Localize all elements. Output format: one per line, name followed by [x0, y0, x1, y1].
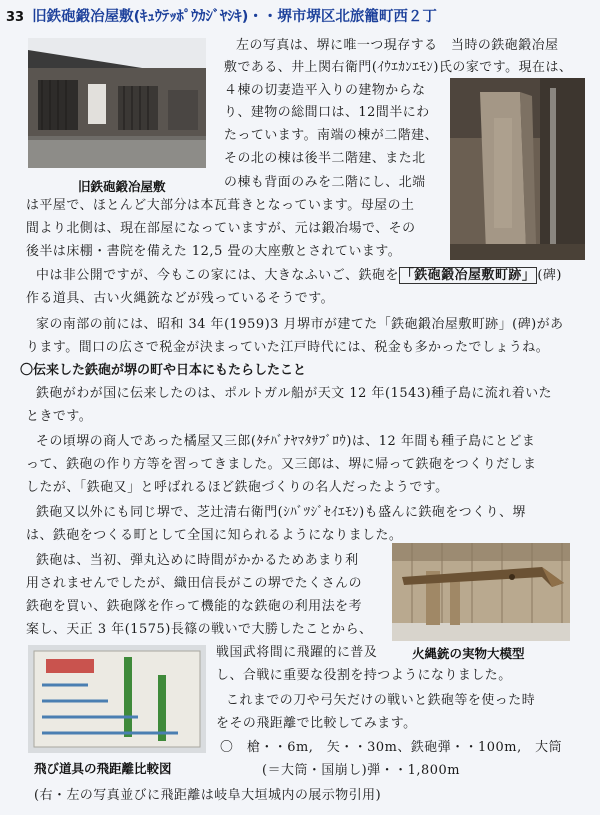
text-line: し、合戦に重要な役割を持つようになりました。 — [216, 668, 512, 683]
text-line: 鉄砲を買い、鉄砲隊を作って機能的な鉄砲の利用法を考 — [26, 599, 363, 614]
section-heading: 〇伝来した鉄砲が堺の町や日本にもたらしたこと — [20, 363, 307, 378]
text-line: 鉄砲がわが国に伝来したのは、ポルトガル船が天文 12 年(1543)種子島に流れ着いた — [36, 386, 553, 401]
range-chart-caption: 飛び道具の飛距離比較図 — [34, 761, 172, 776]
text-line: 敷である、井上関右衛門(ｲｳｴｶﾝｴﾓﾝ)氏の家です。現在は、 — [224, 60, 573, 75]
text-line: その北の棟は後半二階建、また北 — [224, 151, 426, 166]
text-line: 案し、天正 3 年(1575)長篠の戦いで大勝したことから、 — [26, 622, 373, 637]
house-photo-caption: 旧鉄砲鍛冶屋敷 — [78, 179, 166, 194]
text-line: って、鉄砲の作り方等を習ってきました。又三郎は、堺に帰って鉄砲をつくりだしま — [26, 457, 537, 472]
monument-name-highlight: 「鉄砲鍛冶屋敷町跡」 — [400, 268, 536, 283]
page-header — [6, 4, 596, 30]
text-line: 用されませんでしたが、織田信長がこの堺でたくさんの — [26, 576, 363, 591]
text-line: り、建物の総間口は、12間半にわ — [224, 105, 430, 120]
text-segment: (碑) — [537, 268, 562, 283]
text-line: は平屋で、ほとんど大部分は本瓦葺きとなっています。母屋の土 — [26, 198, 415, 213]
text-segment: 中は非公開ですが、今もこの家には、大きなふいご、鉄砲を — [36, 268, 399, 283]
range-list-line: 〇 槍・・6m, 矢・・30m、鉄砲弾・・100m, 大筒 — [220, 740, 563, 755]
text-line: の棟も背面のみを二階にし、北端 — [224, 175, 426, 190]
text-line: その頃堺の商人であった橘屋又三郎(ﾀﾁﾊﾞﾅﾔﾏﾀｻﾌﾞﾛｳ)は、12 年間も種子島にとどま — [36, 434, 536, 449]
text-line: ときです。 — [26, 409, 93, 424]
source-note: (右・左の写真並びに飛距離は岐阜大垣城内の展示物引用) — [34, 788, 382, 803]
text-line: これまでの刀や弓矢だけの戦いと鉄砲等を使った時 — [226, 693, 536, 708]
page-number: 33 — [6, 10, 25, 25]
text-line: 後半は床棚・書院を備えた 12,5 畳の大座敷とされています。 — [26, 244, 402, 259]
text-line: 間より北側は、現在部屋になっていますが、元は鍛冶場で、その — [26, 221, 416, 236]
text-line: は、鉄砲をつくる町として全国に知られるようになりました。 — [26, 528, 403, 543]
text-line: ４棟の切妻造平入りの建物からな — [224, 83, 426, 98]
text-line: をその飛距離で比較してみます。 — [216, 716, 417, 731]
range-chart-photo — [28, 645, 206, 753]
text-line: 作る道具、古い火縄銃などが残っているそうです。 — [26, 291, 335, 306]
text-line — [36, 265, 562, 286]
matchlock-model-photo — [392, 543, 570, 641]
text-line: たっています。南端の棟が二階建、 — [224, 128, 439, 143]
house-photo — [28, 38, 206, 168]
monument-photo — [450, 78, 585, 260]
range-list-line: (＝大筒・国崩し)弾・・1,800m — [262, 763, 460, 778]
text-line: 戦国武将間に飛躍的に普及 — [216, 645, 378, 660]
text-line: 左の写真は、堺に唯一つ現存する 当時の鉄砲鍛冶屋 — [236, 38, 559, 53]
page-title: 旧鉄砲鍛冶屋敷(ｷｭｳﾃｯﾎﾟｳｶｼﾞﾔｼｷ)・・堺市堺区北旅籠町西２丁 — [32, 9, 437, 25]
text-line: 家の南部の前には、昭和 34 年(1959)3 月堺市が建てた「鉄砲鍛冶屋敷町跡」(碑)があ — [36, 317, 564, 332]
text-line: したが、「鉄砲又」と呼ばれるほど鉄砲づくりの名人だったようです。 — [26, 480, 449, 495]
matchlock-model-caption: 火縄銃の実物大模型 — [412, 646, 525, 661]
text-line: 鉄砲又以外にも同じ堺で、芝辻清右衛門(ｼﾊﾞﾂｼﾞｾｲｴﾓﾝ)も盛んに鉄砲をつくり、堺 — [36, 505, 526, 520]
text-line: ります。間口の広さで税金が決まっていた江戸時代には、税金も多かったでしょうね。 — [26, 340, 550, 355]
text-line: 鉄砲は、当初、弾丸込めに時間がかかるためあまり利 — [36, 553, 359, 568]
